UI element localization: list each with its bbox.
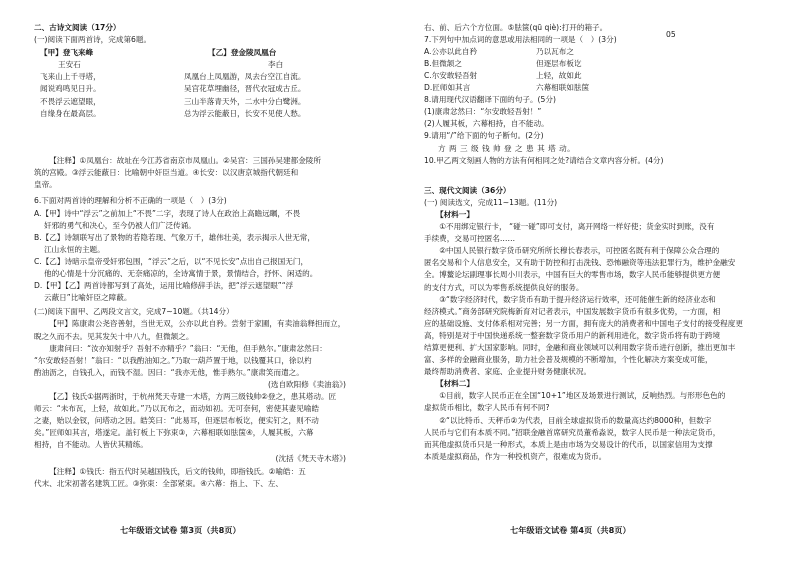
material-1-line: 结算更便利、扩大国家影响。同时，金融和商业领域可以利用数字货币进行创新，推出更加丰 (424, 342, 736, 352)
question-8: 8.请用现代汉语翻译下面的句子。(5分) (424, 95, 556, 105)
section-title-modern: 三、现代文阅读（36分） (424, 185, 511, 195)
question-6-option: C.【乙】诗暗示皇帝受奸邪包围，“浮云”之后，以“不见长安”点出自己报国无门， (34, 256, 309, 266)
question-6-option: 奸邪的勇气和决心，至今仍被人们广泛传诵。 (44, 220, 196, 230)
question-6-option: A.【甲】诗中“浮云”之前加上“不畏”二字，表现了诗人在政治上高瞻远瞩，不畏 (34, 208, 301, 218)
section-title-classical: 二、古诗文阅读（17分） (34, 23, 121, 32)
poem-a-line: 闻说鸡鸣见日升。 (40, 84, 101, 94)
prose-a-line: 【甲】陈康肃公尧咨善射，当世无双，公亦以此自矜。尝射于家圃，有卖油翁释担而立， (49, 319, 346, 329)
prose-b-line: 之妻，贻以金钗，问塔动之因。皓笑曰：“此易耳，但逐层布板讫，便实钉之，则不动 (34, 416, 319, 426)
right-page (424, 22, 769, 463)
left-page-footer: 七年级语文试卷 第3页（共8页） (120, 525, 241, 535)
poem-note: 筑的宫殿。③浮云能蔽日：比喻朝中奸臣当道。④长安：以汉唐京城指代朝廷和 (34, 168, 299, 178)
poem-intro: (一)阅读下面两首诗，完成第6题。 (34, 35, 152, 45)
poem-a-author: 王安石 (58, 60, 81, 70)
poem-note: 皇帝。 (34, 180, 57, 190)
prose-a-source: (选自欧阳修《卖油翁》) (267, 379, 346, 389)
q7-option-d-left: D.匠师如其言 (424, 83, 471, 93)
material-1-line: 应的基础设施、支付体系相对完善；另一方面，拥有庞大的消费者和中国电子支付的接受程度更 (424, 318, 743, 328)
poem-a-line: 自缘身在最高层。 (40, 108, 101, 118)
poem-b-line: 三山半落青天外，二水中分白鹭洲。 (184, 96, 306, 106)
right-page-footer: 七年级语文试卷 第4页（共8页） (510, 525, 631, 535)
material-1-line: 全。博鳌论坛副理事长周小川表示，中国有巨大的零售市场，数字人民币能够提供更方便 (424, 270, 721, 280)
material-1-line: 匿名交易和个人信息安全，又有助于防控和打击洗钱、恐怖融资等违法犯罪行为，维护金融安 (424, 258, 736, 268)
poem-b (184, 47, 404, 120)
material-2-line: ②“以比特币、天秤币②为代表，目前全球虚拟货币的数量高达约8000种，但数字 (439, 415, 712, 425)
material-1-line: 最终帮助消费者、家庭、企业提升财务健康状况。 (424, 367, 592, 377)
poem-a-line: 飞来山上千寻塔， (40, 72, 101, 82)
left-page (34, 22, 406, 490)
prose-b-line: 矣。”匠师如其言，塔遂定。盖钉板上下弥束③，六幕相联如胠箧④，人履其板，六幕 (34, 428, 314, 438)
poem-b-line: 吴宫花草埋幽径，晋代衣冠成古丘。 (184, 84, 306, 94)
poem-a-line: 不畏浮云遮望眼， (40, 96, 101, 106)
prose-a-line: 睨之久而不去。见其发矢十中八九，但微颔之。 (34, 331, 194, 341)
poem-b-author: 李白 (268, 60, 284, 70)
poem-b-line: 凤凰台上凤凰游，凤去台空江自流。 (184, 72, 306, 82)
q7-option-c-left: C.尔安敢轻吾射 (424, 71, 478, 81)
prose-a-line: “尔安敢轻吾射！”翁曰：“以我酌油知之。”乃取一葫芦置于地，以钱覆其口，徐以杓 (34, 355, 312, 365)
question-6-option: 他的心情是十分沉痛的、无奈痛凉的，全诗寓情于景，景情结合，抒怀、闲适的。 (44, 269, 318, 279)
material-1-line: 手续费，交易可控匿名…… (424, 234, 516, 244)
prose-intro: (二)阅读下面甲、乙两段文言文，完成7~10题。（共14分） (34, 307, 234, 317)
material-2-line: 人民币与它们有本质不同。”招联金融首席研究员董希淼说，数字人民币是一种法定货币， (424, 427, 721, 437)
material-2-line: 虚拟货币相比，数字人民币有何不同? (424, 403, 550, 413)
q7-option-d-right: 六幕相联如胠箧 (536, 83, 590, 93)
prose-b-line: 师云：“未布瓦，上轻，故如此。”乃以瓦布之，而动如初。无可奈何，密使其妻见喻皓 (34, 404, 320, 414)
poem-note: 【注释】①凤凰台：故址在今江苏省南京市凤凰山。②吴宫：三国孙吴建都金陵所 (49, 156, 321, 166)
q7-option-a-right: 乃以瓦布之 (536, 47, 574, 57)
prose-b-source: (沈括《梵天寺木塔》) (275, 454, 346, 464)
prose-b-line: 相持，自不能动。人皆伏其精练。 (34, 440, 148, 450)
material-2-line: 而其他虚拟货币只是一种形式，本质上是由市场为交易设计的代币，以国家信用为支撑 (424, 439, 713, 449)
material-1-line: 富、多样的金融商业服务，助力社会普及规模的不断增加，个性化解决方案变成可能， (424, 355, 713, 365)
material-1-line: ③“数字经济时代，数字货币有助于提升经济运行效率，还可能催生新的经济业态和 (439, 294, 716, 304)
question-6-option: 云蔽日”比喻奸臣之障蔽。 (44, 293, 132, 303)
question-6: 6.下面对两首诗的理解和分析不正确的一项是（ ）(3分) (34, 196, 227, 206)
note-continuation: 右、前、后六个方位面。⑤胠箧(qū qiè):打开的箱子。 (424, 23, 608, 32)
poem-a (40, 47, 160, 120)
question-10: 10.甲乙两文刻画人物的方法有何相同之处?请结合文章内容分析。(4分) (424, 155, 664, 165)
material-1-line: 高，特别是对于中国快递系统一整套数字货币用户的新利用进化，数字货币将有助于跨境 (424, 330, 721, 340)
question-6-option: 江山永恒的主题。 (44, 244, 105, 254)
prose-a-line: 酌油沥之，自钱孔入，而钱不湿。因曰：“我亦无他，惟手熟尔。”康肃笑而遣之。 (34, 367, 304, 377)
material-1-line: 经济模式。”商务部研究院梅新育对记者表示，中国发展数字货币有很多优势，一方面，相 (424, 306, 721, 316)
question-6-option: D.【甲】【乙】两首诗都写到了高处，运用比喻修辞手法，把“浮云遮望眼”“浮 (34, 281, 294, 291)
poem-b-line: 总为浮云能蔽日，长安不见使人愁。 (184, 108, 306, 118)
q7-option-b-right: 但逐层布板讫 (536, 59, 582, 69)
material-2-line: ①目前，数字人民币正在全国“10+1”地区及场景进行测试，反响热烈。与形形色色的 (439, 391, 726, 401)
q7-option-b-left: B.但微颔之 (424, 59, 462, 69)
material-1-title: 【材料一】 (436, 209, 474, 219)
prose-a-line: 康肃问曰：“汝亦知射乎？吾射不亦精乎？”翁曰：“无他，但手熟尔。”康肃忿然曰： (49, 343, 327, 353)
question-8-item: (1)康肃忿然曰：“尔安敢轻吾射！” (424, 107, 542, 117)
prose-note: 代末、北宋初著名建筑工匠。③弥束：全部紧束。④六幕：指上、下、左、 (34, 478, 284, 488)
material-1-line: ②中国人民银行数字货币研究所所长穆长春表示，可控匿名既有利于保障公众合理的 (439, 246, 720, 256)
question-8-item: (2)人履其板，六幕相持，自不能动。 (424, 119, 549, 129)
question-7: 7.下列句中加点词的意思或用法相同的一项是（ ）(3分) (424, 35, 617, 45)
poem-pair (34, 47, 406, 155)
prose-b-line: 【乙】钱氏①据两浙时，于杭州梵天寺建一木塔，方两三级钱帅②登之，患其塔动。匠 (49, 391, 337, 401)
prose-note: 【注释】①钱氏：指五代时吴越国钱氏，后文的钱帅，即指钱氏。②喻皓：五 (49, 466, 306, 476)
question-6-option: B.【乙】诗颔联写出了景物的若隐若现、气象万千，雄伟壮美，表示揭示人世无常， (34, 232, 315, 242)
material-1-line: ①不用绑定银行卡， “碰一碰”即可支付，离开网络一样好使；货金实时到账，没有 (439, 222, 715, 232)
q7-option-c-right: 上轻，故如此 (536, 71, 582, 81)
material-1-line: 的支付方式，可以为零售系统提供良好的服务。 (424, 282, 584, 292)
question-7-options (424, 46, 769, 94)
question-9: 9.请用“/”给下面的句子断句。(2分) (424, 131, 544, 141)
poem-a-title: 【甲】登飞来峰 (40, 48, 94, 58)
q7-option-a-left: A.公亦以此自矜 (424, 47, 478, 57)
material-2-title: 【材料二】 (436, 379, 474, 389)
modern-intro: (一) 阅读选文，完成11~13题。(11分) (424, 197, 558, 207)
poem-b-title: 【乙】登金陵凤凰台 (208, 48, 277, 58)
question-9-sentence: 方 两 三 级 钱 帅 登 之 患 其 塔 动。 (438, 143, 576, 153)
corner-code: 05 (666, 30, 676, 39)
material-2-line: 本质是虚拟商品，作为一种投机资产，很难成为货币。 (424, 451, 607, 461)
